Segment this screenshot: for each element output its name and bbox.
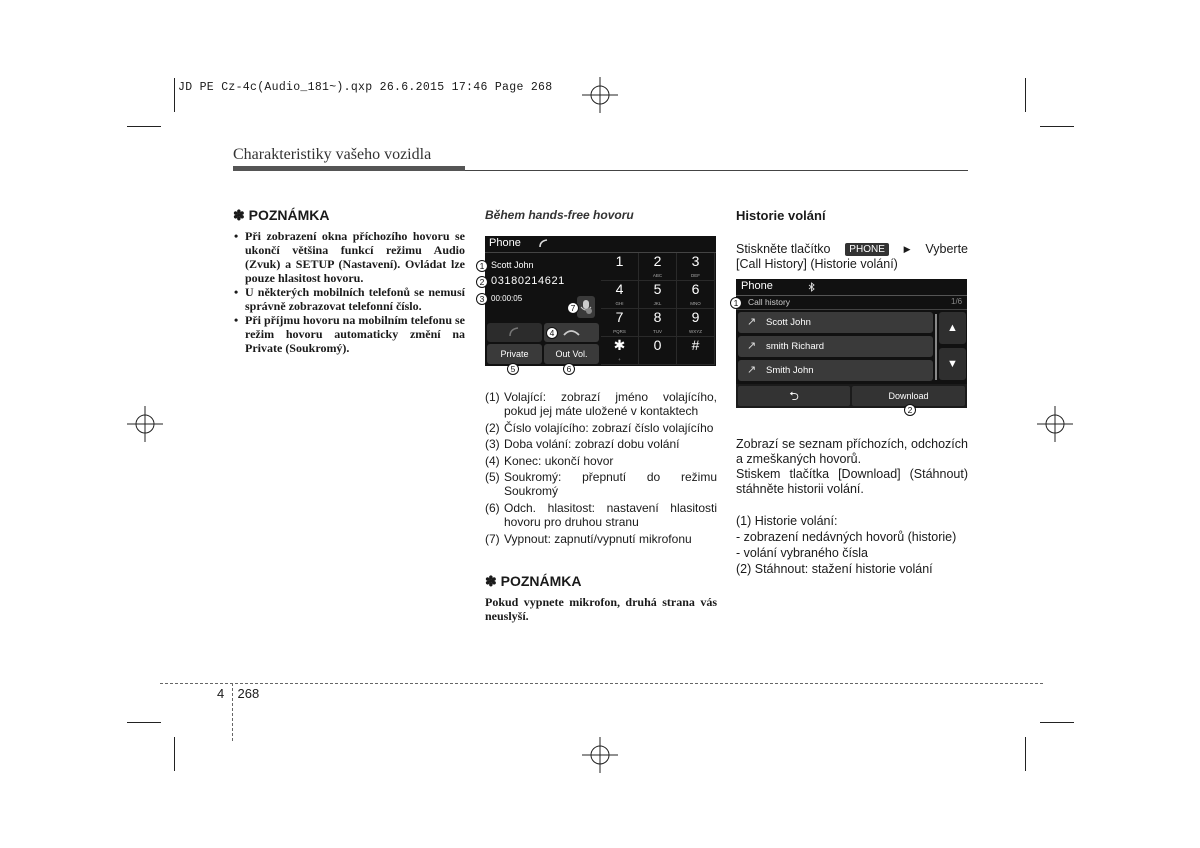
note-item: • U některých mobilních telefonů se nemusí správně zobrazovat telefonní číslo. (233, 285, 465, 313)
call-history-heading: Historie volání (736, 208, 826, 223)
key-hash[interactable] (677, 337, 715, 365)
outgoing-call-icon: ↗ (747, 340, 757, 352)
key-digit: 3 (691, 253, 700, 269)
legend-number: (1) (485, 390, 500, 404)
intro-text: [Call History] (Historie volání) (736, 257, 898, 271)
header-divider (736, 295, 967, 296)
mute-button[interactable] (577, 296, 595, 318)
legend-number: (5) (485, 470, 500, 485)
history-description: Zobrazí se seznam příchozích, odchozích a zmeškaných hovorů. (736, 437, 968, 466)
note-item: • Při zobrazení okna příchozího hovoru se ukončí většina funkcí režimu Audio (Zvuk) a SETUP (Nastavení). Ovládat lze pouze hlasitost hovoru. (233, 229, 465, 285)
scroll-indicator (935, 314, 937, 380)
list-divider (736, 309, 967, 310)
screen-title: Phone (741, 280, 773, 292)
entry-name: Scott John (766, 317, 811, 328)
intro-text: Stiskněte tlačítko (736, 242, 831, 256)
callout-marker: 5 (507, 363, 519, 375)
crop-mark (127, 126, 161, 127)
caller-number: 03180214621 (491, 275, 565, 287)
key-letters: PQRS (613, 329, 626, 334)
registration-mark-icon (127, 406, 163, 442)
crop-mark (174, 78, 175, 112)
key-letters: MNO (690, 301, 701, 306)
scroll-down-button[interactable] (939, 348, 966, 380)
triangle-down-icon: ▼ (947, 358, 958, 370)
legend-number: (6) (485, 500, 500, 515)
note-heading: ✽ POZNÁMKA (233, 207, 330, 223)
legend-number: (2) (485, 420, 500, 435)
callout-marker: 4 (546, 327, 558, 339)
legend-text: Číslo volajícího: zobrazí číslo volajícího (504, 420, 714, 435)
legend-line: (1) Historie volání: (736, 514, 838, 528)
key-digit: 0 (653, 337, 662, 353)
callout-marker: 2 (476, 276, 488, 288)
page-count: 268 (237, 686, 260, 701)
legend-text: Konec: ukončí hovor (504, 453, 614, 468)
key-letters: ABC (652, 273, 663, 278)
subheading-text: Během hands-free hovoru (485, 208, 634, 222)
play-arrow-icon: ▶ (903, 244, 911, 254)
out-volume-button[interactable]: Out Vol. (544, 344, 599, 364)
key-9[interactable] (677, 309, 715, 337)
legend-text: Volající: zobrazí jméno volajícího, pokud jej máte uložené v kontaktech (504, 390, 717, 419)
page-number (217, 686, 259, 701)
callout-marker: 1 (730, 297, 742, 309)
entry-name: smith Richard (766, 341, 825, 352)
key-letters: DEF (691, 273, 700, 278)
history-entry[interactable] (738, 360, 933, 381)
key-digit: ✱ (613, 337, 626, 353)
bluetooth-icon (808, 282, 815, 292)
page-indicator: 1/6 (951, 297, 963, 306)
key-digit: 5 (653, 281, 662, 297)
note-column (233, 207, 465, 355)
crop-mark (1025, 737, 1026, 771)
legend-line: - zobrazení nedávných hovorů (historie) (736, 530, 957, 544)
chapter-number: 4 (217, 686, 225, 701)
legend-line: - volání vybraného čísla (736, 546, 869, 560)
key-6[interactable] (677, 281, 715, 309)
callout-marker: 1 (476, 260, 488, 272)
print-slug: JD PE Cz-4c(Audio_181~).qxp 26.6.2015 17:46 Page 268 (178, 81, 553, 94)
legend-text: Soukromý: přepnutí do režimu Soukromý (504, 470, 717, 499)
key-digit: 4 (615, 281, 624, 297)
key-3[interactable] (677, 253, 715, 281)
answer-button[interactable] (487, 323, 542, 342)
key-digit: 1 (615, 253, 624, 269)
history-entry[interactable] (738, 312, 933, 333)
crop-mark (1025, 78, 1026, 112)
callout-marker: 6 (563, 363, 575, 375)
footer-rule (160, 683, 1043, 684)
outgoing-call-icon: ↗ (747, 316, 757, 328)
list-title: Call history (748, 297, 791, 307)
key-4[interactable] (601, 281, 639, 309)
registration-mark-icon (1037, 406, 1073, 442)
crop-mark (1040, 722, 1074, 723)
history-legend (736, 513, 976, 577)
call-history-intro (736, 242, 968, 272)
registration-mark-icon (582, 737, 618, 773)
scroll-up-button[interactable] (939, 312, 966, 344)
microphone-icon (577, 296, 595, 318)
download-description: Stiskem tlačítka [Download] (Stáhnout) stáhněte historii volání. (736, 467, 968, 496)
history-entry[interactable] (738, 336, 933, 357)
outgoing-call-icon: ↗ (747, 364, 757, 376)
back-button[interactable] (738, 386, 850, 406)
intro-text: Vyberte (925, 242, 968, 256)
legend-item (485, 421, 717, 435)
callout-marker: 2 (904, 404, 916, 416)
key-8[interactable] (639, 309, 677, 337)
dial-keypad (600, 253, 716, 366)
legend-number: (3) (485, 437, 500, 452)
callout-marker: 7 (567, 302, 579, 314)
key-digit: # (691, 337, 700, 353)
legend-item (485, 454, 717, 468)
call-duration: 00:00:05 (491, 294, 523, 303)
crop-mark (127, 722, 161, 723)
legend-item (485, 532, 717, 546)
handset-icon (487, 323, 542, 342)
private-button[interactable]: Private (487, 344, 542, 364)
note-list (233, 229, 465, 355)
screen-title: Phone (489, 237, 521, 249)
legend-number: (7) (485, 531, 500, 546)
key-letters: GHI (615, 301, 624, 306)
triangle-up-icon: ▲ (947, 322, 958, 334)
title-rule-thin (465, 170, 968, 171)
note-heading: ✽ POZNÁMKA (485, 573, 582, 589)
callout-marker: 3 (476, 293, 488, 305)
back-arrow-icon: ⮌ (789, 389, 799, 403)
key-2[interactable] (639, 253, 677, 281)
legend-item (485, 470, 717, 499)
key-digit: 6 (691, 281, 700, 297)
caller-name: Scott John (491, 260, 534, 270)
phone-key-label: PHONE (845, 243, 889, 256)
entry-name: Smith John (766, 365, 814, 376)
legend-text: Vypnout: zapnutí/vypnutí mikrofonu (504, 531, 692, 546)
key-letters: TUV (653, 329, 662, 334)
screen-legend (485, 390, 717, 548)
crop-mark (174, 737, 175, 771)
crop-mark (1040, 126, 1074, 127)
intro-line (736, 242, 968, 257)
key-star[interactable] (601, 337, 639, 365)
note2 (485, 573, 717, 623)
note-item: • Při příjmu hovoru na mobilním telefonu se režim hovoru automaticky změní na Private (Soukromý). (233, 313, 465, 355)
key-digit: 7 (615, 309, 624, 325)
section-title: Charakteristiky vašeho vozidla (233, 146, 432, 163)
key-digit: 9 (691, 309, 700, 325)
handsfree-subheading (485, 208, 717, 222)
legend-number: (4) (485, 453, 500, 468)
note-body: Pokud vypnete mikrofon, druhá strana vás neuslyší. (485, 595, 717, 623)
key-5[interactable] (639, 281, 677, 309)
legend-text: Doba volání: zobrazí dobu volání (504, 437, 680, 452)
registration-mark-icon (582, 77, 618, 113)
download-button[interactable]: Download (852, 386, 965, 406)
key-7[interactable] (601, 309, 639, 337)
key-letters: WXYZ (689, 329, 702, 334)
handset-icon (538, 238, 550, 249)
legend-item (485, 501, 717, 530)
key-digit: 8 (653, 309, 662, 325)
legend-text: Odch. hlasitost: nastavení hlasitosti hovoru pro druhou stranu (504, 500, 717, 530)
key-letters: JKL (653, 301, 662, 306)
key-digit: 2 (653, 253, 662, 269)
title-rule (233, 166, 465, 171)
legend-item (485, 437, 717, 451)
legend-item (485, 390, 717, 419)
key-0[interactable] (639, 337, 677, 365)
key-1[interactable] (601, 253, 639, 281)
legend-line: (2) Stáhnout: stažení historie volání (736, 562, 933, 576)
key-letters: + (618, 357, 621, 362)
